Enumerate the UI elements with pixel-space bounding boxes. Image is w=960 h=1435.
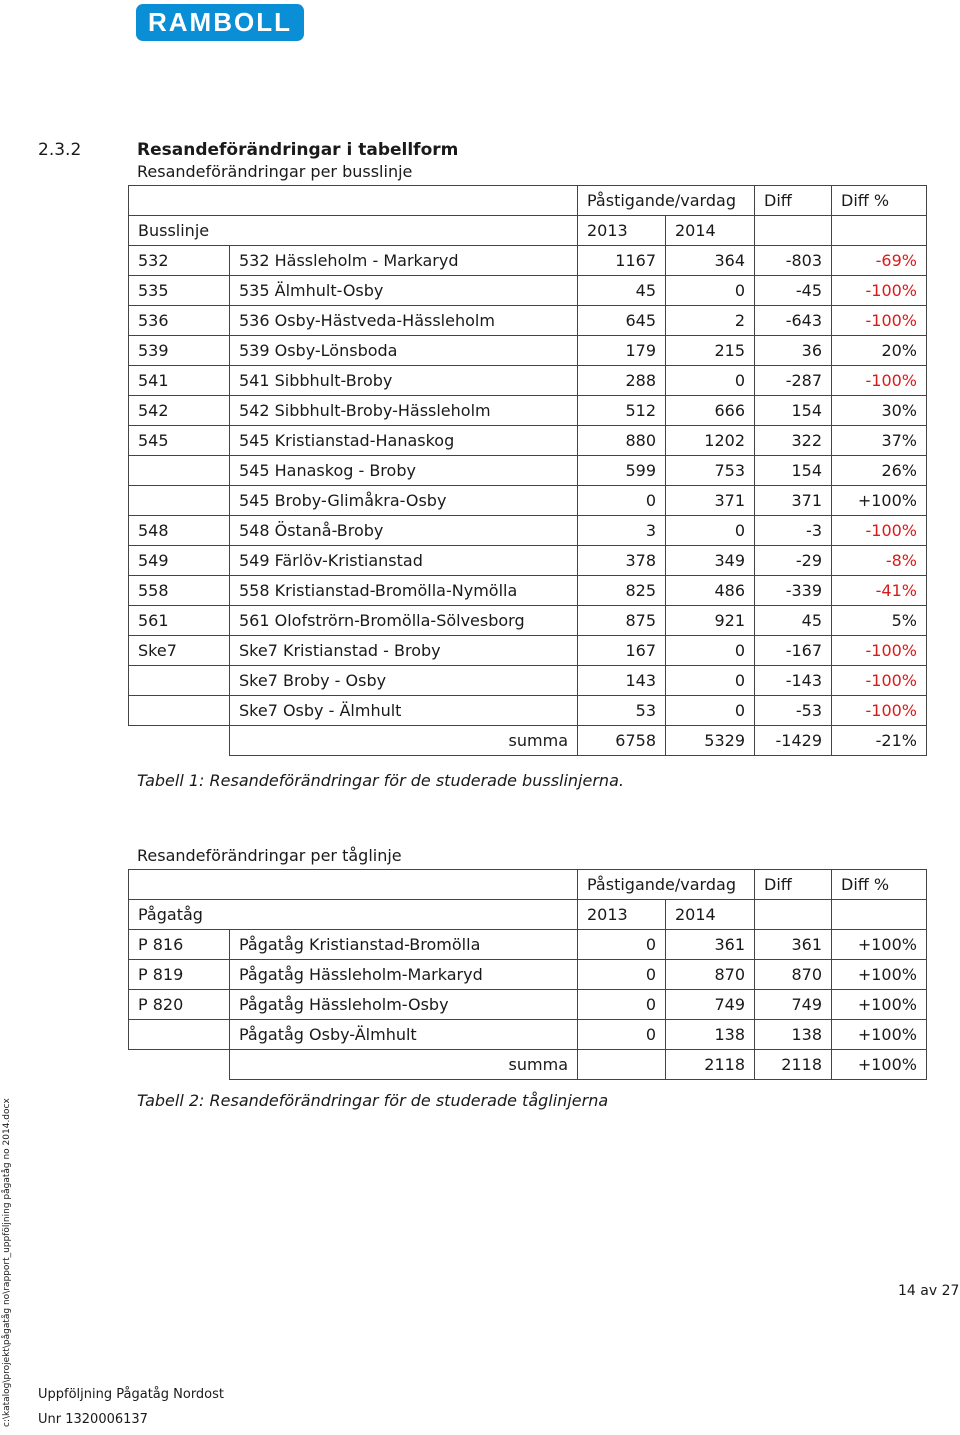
value-diff: -339	[755, 576, 832, 606]
line-name: 536 Osby-Hästveda-Hässleholm	[230, 306, 578, 336]
value-2013: 288	[578, 366, 666, 396]
value-diff: 870	[755, 960, 832, 990]
value-2013: 875	[578, 606, 666, 636]
header-empty-cell	[129, 186, 578, 216]
header-empty-cell	[129, 870, 578, 900]
value-2013: 0	[578, 486, 666, 516]
value-2014: 371	[666, 486, 755, 516]
table-row	[129, 576, 927, 606]
value-diff-pct: -100%	[832, 276, 927, 306]
value-diff: 154	[755, 456, 832, 486]
line-id: 541	[129, 366, 230, 396]
value-diff: 138	[755, 1020, 832, 1050]
line-id	[129, 486, 230, 516]
table-row	[129, 456, 927, 486]
table-row	[129, 1020, 927, 1050]
header-year-2013: 2013	[578, 216, 666, 246]
value-2014: 138	[666, 1020, 755, 1050]
value-2014: 0	[666, 636, 755, 666]
value-diff-pct: +100%	[832, 990, 927, 1020]
line-id	[129, 1020, 230, 1050]
line-id: 536	[129, 306, 230, 336]
header-empty-cell	[832, 216, 927, 246]
value-diff: 154	[755, 396, 832, 426]
value-diff: -29	[755, 546, 832, 576]
header-row-1	[129, 186, 927, 216]
value-diff-pct: +100%	[832, 930, 927, 960]
line-name: 535 Älmhult-Osby	[230, 276, 578, 306]
value-diff-pct: -100%	[832, 636, 927, 666]
table-row	[129, 426, 927, 456]
summa-2013	[578, 1050, 666, 1080]
train-table	[128, 869, 927, 1080]
value-diff: -167	[755, 636, 832, 666]
value-2014: 0	[666, 696, 755, 726]
line-name: 541 Sibbhult-Broby	[230, 366, 578, 396]
summa-diff: -1429	[755, 726, 832, 756]
summa-diff-pct: +100%	[832, 1050, 927, 1080]
header-year-2013: 2013	[578, 900, 666, 930]
value-diff-pct: 37%	[832, 426, 927, 456]
value-diff-pct: -100%	[832, 696, 927, 726]
page-number: 14 av 27	[898, 1283, 960, 1299]
value-2014: 753	[666, 456, 755, 486]
value-diff: -53	[755, 696, 832, 726]
section-title: Resandeförändringar i tabellform	[137, 140, 459, 160]
line-name: Pågatåg Hässleholm-Markaryd	[230, 960, 578, 990]
header-year-2014: 2014	[666, 900, 755, 930]
table-row	[129, 486, 927, 516]
value-2013: 0	[578, 930, 666, 960]
table-row	[129, 336, 927, 366]
table-row	[129, 666, 927, 696]
summa-label: summa	[230, 726, 578, 756]
header-row-1	[129, 870, 927, 900]
value-2014: 0	[666, 666, 755, 696]
line-name: 539 Osby-Lönsboda	[230, 336, 578, 366]
summa-2013: 6758	[578, 726, 666, 756]
line-id: 561	[129, 606, 230, 636]
line-name: 549 Färlöv-Kristianstad	[230, 546, 578, 576]
value-diff: 371	[755, 486, 832, 516]
line-id: P 819	[129, 960, 230, 990]
table-row	[129, 396, 927, 426]
summa-row	[129, 1050, 927, 1080]
header-diff-pct: Diff %	[832, 870, 927, 900]
value-2014: 2	[666, 306, 755, 336]
line-name: Ske7 Osby - Älmhult	[230, 696, 578, 726]
line-name: 548 Östanå-Broby	[230, 516, 578, 546]
summa-2014: 2118	[666, 1050, 755, 1080]
line-id: 542	[129, 396, 230, 426]
line-name: Pågatåg Kristianstad-Bromölla	[230, 930, 578, 960]
value-2013: 167	[578, 636, 666, 666]
value-diff-pct: -8%	[832, 546, 927, 576]
value-diff-pct: +100%	[832, 960, 927, 990]
table-row	[129, 516, 927, 546]
section-number: 2.3.2	[38, 140, 82, 160]
line-id	[129, 456, 230, 486]
value-2013: 0	[578, 1020, 666, 1050]
value-2013: 0	[578, 960, 666, 990]
value-2014: 921	[666, 606, 755, 636]
header-row-2	[129, 900, 927, 930]
value-2014: 0	[666, 516, 755, 546]
line-name: Ske7 Kristianstad - Broby	[230, 636, 578, 666]
table-row	[129, 960, 927, 990]
header-year-2014: 2014	[666, 216, 755, 246]
header-line-id: Pågatåg	[129, 900, 578, 930]
value-diff: -643	[755, 306, 832, 336]
value-2014: 749	[666, 990, 755, 1020]
value-diff: 361	[755, 930, 832, 960]
value-diff-pct: 26%	[832, 456, 927, 486]
line-id: P 820	[129, 990, 230, 1020]
value-2014: 349	[666, 546, 755, 576]
value-2014: 361	[666, 930, 755, 960]
value-diff-pct: +100%	[832, 1020, 927, 1050]
header-line-id: Busslinje	[129, 216, 578, 246]
value-2013: 179	[578, 336, 666, 366]
value-diff: 322	[755, 426, 832, 456]
value-diff: -287	[755, 366, 832, 396]
train-table-subtitle: Resandeförändringar per tåglinje	[137, 846, 402, 865]
value-2014: 215	[666, 336, 755, 366]
value-diff: -143	[755, 666, 832, 696]
value-diff: -45	[755, 276, 832, 306]
table-row	[129, 546, 927, 576]
value-diff: 749	[755, 990, 832, 1020]
table-row	[129, 306, 927, 336]
header-empty-cell	[755, 216, 832, 246]
footer-unr: Unr 1320006137	[38, 1412, 148, 1427]
header-empty-cell	[755, 900, 832, 930]
value-2013: 378	[578, 546, 666, 576]
header-diff: Diff	[755, 870, 832, 900]
line-id: 549	[129, 546, 230, 576]
value-diff-pct: -100%	[832, 516, 927, 546]
table-row	[129, 636, 927, 666]
line-name: 561 Olofströrn-Bromölla-Sölvesborg	[230, 606, 578, 636]
value-diff-pct: -100%	[832, 306, 927, 336]
value-2014: 0	[666, 276, 755, 306]
value-2014: 870	[666, 960, 755, 990]
logo-text: RAMBOLL	[148, 7, 292, 37]
value-2013: 1167	[578, 246, 666, 276]
file-path: c:\katalog\projekt\pågatåg no\rapport_uppföljning pågatåg no 2014.docx	[2, 1098, 12, 1427]
line-id: 558	[129, 576, 230, 606]
value-2013: 512	[578, 396, 666, 426]
table-row	[129, 990, 927, 1020]
line-id	[129, 696, 230, 726]
train-table-caption: Tabell 2: Resandeförändringar för de studerade tåglinjerna	[137, 1091, 609, 1110]
header-empty-cell	[832, 900, 927, 930]
value-diff: -3	[755, 516, 832, 546]
header-row-2	[129, 216, 927, 246]
value-2013: 3	[578, 516, 666, 546]
value-diff-pct: +100%	[832, 486, 927, 516]
line-id	[129, 666, 230, 696]
value-diff-pct: -100%	[832, 666, 927, 696]
value-2013: 53	[578, 696, 666, 726]
section-heading	[38, 140, 458, 160]
line-name: 558 Kristianstad-Bromölla-Nymölla	[230, 576, 578, 606]
value-2014: 666	[666, 396, 755, 426]
value-diff-pct: 20%	[832, 336, 927, 366]
value-2014: 486	[666, 576, 755, 606]
table-row	[129, 930, 927, 960]
line-name: 542 Sibbhult-Broby-Hässleholm	[230, 396, 578, 426]
summa-diff-pct: -21%	[832, 726, 927, 756]
line-name: Pågatåg Hässleholm-Osby	[230, 990, 578, 1020]
value-diff: 45	[755, 606, 832, 636]
value-diff: -803	[755, 246, 832, 276]
table-row	[129, 276, 927, 306]
line-name: 545 Hanaskog - Broby	[230, 456, 578, 486]
summa-row	[129, 726, 927, 756]
value-2013: 880	[578, 426, 666, 456]
value-diff-pct: -100%	[832, 366, 927, 396]
value-diff-pct: 5%	[832, 606, 927, 636]
value-diff-pct: -41%	[832, 576, 927, 606]
summa-empty-cell	[129, 1050, 230, 1080]
value-2013: 0	[578, 990, 666, 1020]
footer-project: Uppföljning Pågatåg Nordost	[38, 1387, 225, 1402]
line-name: 545 Broby-Glimåkra-Osby	[230, 486, 578, 516]
line-id: Ske7	[129, 636, 230, 666]
header-pastigande: Påstigande/vardag	[578, 186, 755, 216]
ramboll-logo	[136, 4, 304, 41]
table-row	[129, 606, 927, 636]
table-row	[129, 366, 927, 396]
value-2014: 1202	[666, 426, 755, 456]
value-diff-pct: -69%	[832, 246, 927, 276]
value-2013: 825	[578, 576, 666, 606]
line-name: Ske7 Broby - Osby	[230, 666, 578, 696]
line-id: P 816	[129, 930, 230, 960]
bus-table-caption: Tabell 1: Resandeförändringar för de studerade busslinjerna.	[137, 771, 624, 790]
line-id: 539	[129, 336, 230, 366]
table-row	[129, 246, 927, 276]
line-id: 548	[129, 516, 230, 546]
line-name: Pågatåg Osby-Älmhult	[230, 1020, 578, 1050]
value-diff: 36	[755, 336, 832, 366]
header-diff-pct: Diff %	[832, 186, 927, 216]
line-id: 532	[129, 246, 230, 276]
header-pastigande: Påstigande/vardag	[578, 870, 755, 900]
header-diff: Diff	[755, 186, 832, 216]
summa-label: summa	[230, 1050, 578, 1080]
line-name: 545 Kristianstad-Hanaskog	[230, 426, 578, 456]
summa-2014: 5329	[666, 726, 755, 756]
summa-diff: 2118	[755, 1050, 832, 1080]
value-2014: 364	[666, 246, 755, 276]
value-2013: 45	[578, 276, 666, 306]
value-2014: 0	[666, 366, 755, 396]
summa-empty-cell	[129, 726, 230, 756]
bus-table-subtitle: Resandeförändringar per busslinje	[137, 162, 413, 181]
value-2013: 599	[578, 456, 666, 486]
table-row	[129, 696, 927, 726]
bus-table	[128, 185, 927, 756]
value-2013: 143	[578, 666, 666, 696]
line-id: 545	[129, 426, 230, 456]
value-diff-pct: 30%	[832, 396, 927, 426]
line-id: 535	[129, 276, 230, 306]
line-name: 532 Hässleholm - Markaryd	[230, 246, 578, 276]
value-2013: 645	[578, 306, 666, 336]
